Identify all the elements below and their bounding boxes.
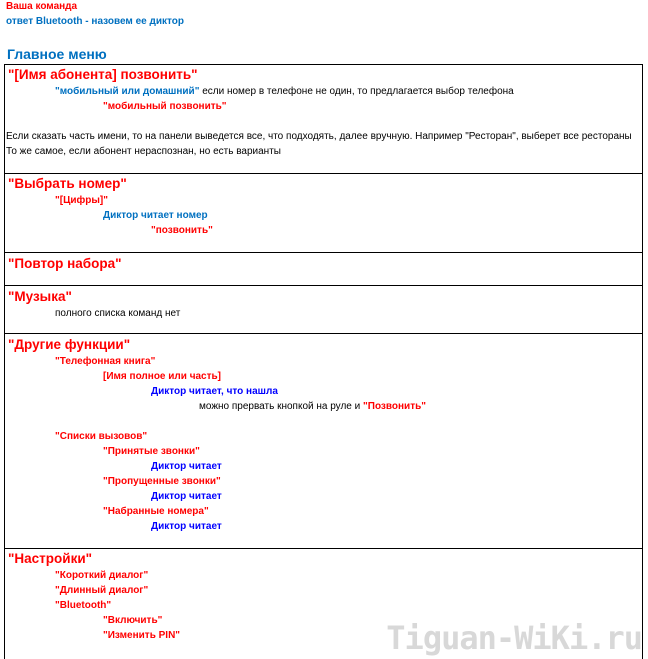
short-dialog-command: "Короткий диалог" — [55, 570, 149, 581]
unrecognized-note: То же самое, если абонент нераспознан, но есть варианты — [6, 146, 281, 157]
mobile-home-note: если номер в телефоне не один, то предлагается выбор телефона — [199, 86, 514, 97]
name-command: [Имя полное или часть] — [103, 371, 221, 382]
digits-command: "[Цифры]" — [55, 195, 108, 206]
mobile-home-command: "мобильный или домашний" — [55, 86, 200, 97]
command-legend: Ваша команда — [6, 1, 78, 12]
section-redial-title: "Повтор набора" — [8, 256, 122, 271]
call-lists-command: "Списки вызовов" — [55, 431, 148, 442]
music-note: полного списка команд нет — [55, 308, 181, 319]
received-calls-command: "Принятые звонки" — [103, 446, 200, 457]
section-call-title: "[Имя абонента] позвонить" — [8, 67, 198, 82]
received-reads-answer: Диктор читает — [151, 461, 222, 472]
partial-name-note: Если сказать часть имени, то на панели выведется все, что подходять, далее вручную. Например "Ресторан", выберет все рестораны — [6, 131, 632, 142]
reads-found-answer: Диктор читает, что нашла — [151, 386, 278, 397]
section-music-title: "Музыка" — [8, 289, 72, 304]
mobile-home-line — [55, 86, 514, 97]
mobile-call-command: "мобильный позвонить" — [103, 101, 227, 112]
interrupt-command: "Позвонить" — [363, 401, 426, 412]
dialed-numbers-command: "Набранные номера" — [103, 506, 209, 517]
long-dialog-command: "Длинный диалог" — [55, 585, 149, 596]
reads-number-answer: Диктор читает номер — [103, 210, 208, 221]
section-dial-title: "Выбрать номер" — [8, 176, 127, 191]
missed-reads-answer: Диктор читает — [151, 491, 222, 502]
site-watermark: Tiguan-WiKi.ru — [386, 619, 642, 657]
missed-calls-command: "Пропущенные звонки" — [103, 476, 221, 487]
interrupt-line — [199, 401, 426, 412]
dialed-reads-answer: Диктор читает — [151, 521, 222, 532]
main-menu-title: Главное меню — [7, 46, 107, 62]
change-pin-command: "Изменить PIN" — [103, 630, 181, 641]
interrupt-note: можно прервать кнопкой на руле и — [199, 401, 364, 412]
call-command: "позвонить" — [151, 225, 213, 236]
answer-legend: ответ Bluetooth - назовем ее диктор — [6, 16, 184, 27]
enable-command: "Включить" — [103, 615, 163, 626]
section-other-title: "Другие функции" — [8, 337, 131, 352]
bluetooth-command: "Bluetooth" — [55, 600, 112, 611]
section-settings-title: "Настройки" — [8, 551, 93, 566]
phonebook-command: "Телефонная книга" — [55, 356, 156, 367]
